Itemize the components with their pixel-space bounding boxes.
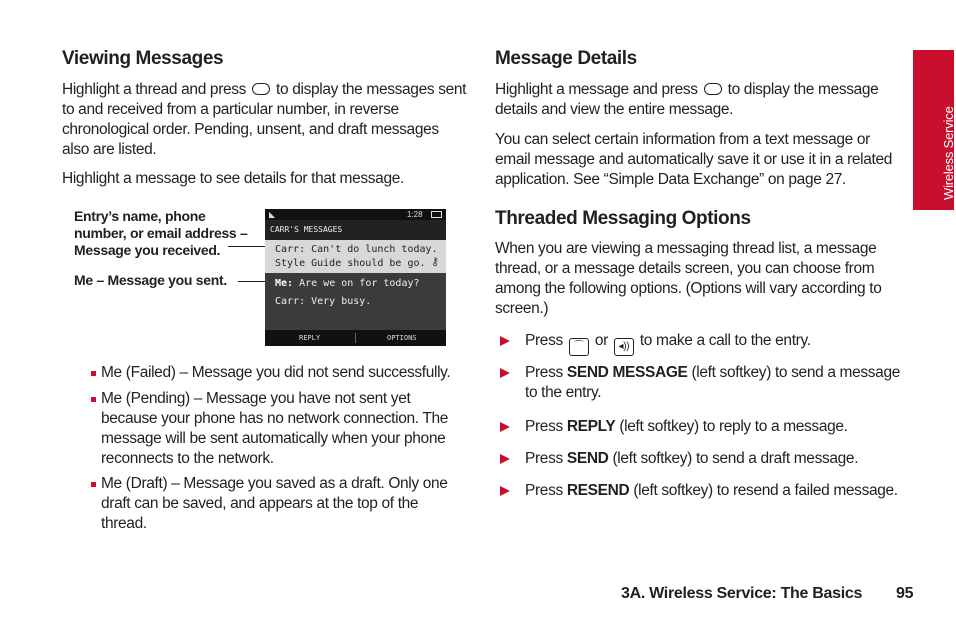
option-call <box>500 331 900 356</box>
phone-line-3-text: Are we on for today? <box>299 278 420 289</box>
battery-icon <box>431 211 442 218</box>
option-reply-post: (left softkey) to reply to a message. <box>619 418 848 435</box>
phone-time: 1:28 <box>407 210 423 219</box>
speaker-key-icon: ◂)) <box>614 338 634 356</box>
option-reply <box>500 417 900 437</box>
arrow-marker <box>500 336 510 346</box>
option-resend <box>500 481 900 501</box>
option-call-mid: or <box>594 332 608 349</box>
arrow-marker <box>500 454 510 464</box>
option-send-message-key: SEND MESSAGE <box>566 364 688 381</box>
option-reply-pre: Press <box>525 418 563 435</box>
option-send-message <box>500 363 900 403</box>
option-call-post: to make a call to the entry. <box>639 332 811 349</box>
viewing-para-2: Highlight a message to see details for that message. <box>62 170 404 187</box>
phone-softkeys <box>265 330 446 346</box>
viewing-para-1-a: Highlight a thread and press <box>62 81 247 98</box>
phone-line-4: Carr: Very busy. <box>275 296 372 307</box>
option-resend-key: RESEND <box>566 482 630 499</box>
option-resend-pre: Press <box>525 482 563 499</box>
side-tab-label: Wireless Service <box>941 106 956 200</box>
callout-received: Entry’s name, phone number, or email address – Message you received. <box>74 208 248 258</box>
bullet-marker <box>91 397 96 402</box>
footer-section: 3A. Wireless Service: The Basics <box>621 585 863 602</box>
phone-softkey-reply: REPLY <box>299 334 321 342</box>
callout-sent: Me – Message you sent. <box>74 272 227 288</box>
viewing-para-1 <box>62 80 467 160</box>
details-para-1 <box>495 80 893 120</box>
phone-line-3 <box>275 278 420 289</box>
details-para-1-b: to display the message details and view the entire message. <box>495 81 879 118</box>
bullet-draft-text: Me (Draft) – Message you saved as a draft. Only one draft can be saved, and appears at the top of the thread. <box>101 475 448 532</box>
phone-header: CARR'S MESSAGES <box>265 220 446 240</box>
ok-key-icon <box>704 83 722 95</box>
bullet-marker <box>91 482 96 487</box>
option-send-message-post: (left softkey) to send a message to the entry. <box>525 364 900 401</box>
option-send-message-pre: Press <box>525 364 563 381</box>
page-number: 95 <box>896 585 914 602</box>
arrow-marker <box>500 368 510 378</box>
bullet-failed <box>91 363 466 383</box>
phone-screen <box>265 209 446 346</box>
section-side-tab <box>913 50 954 210</box>
threaded-para: When you are viewing a messaging thread list, a message thread, or a message details screen, you can choose from among the following options. (Options will vary according to screen.) <box>495 240 882 317</box>
ok-key-icon <box>252 83 270 95</box>
heading-viewing-messages: Viewing Messages <box>62 48 224 69</box>
option-send-key: SEND <box>566 450 609 467</box>
option-call-pre: Press <box>525 332 563 349</box>
talk-key-icon: ⌒ <box>569 338 589 356</box>
option-send-post: (left softkey) to send a draft message. <box>612 450 859 467</box>
details-para-2: You can select certain information from a text message or email message and automatically save it or use it in a related application. See “Simple Data Exchange” on page 27. <box>495 131 893 188</box>
bullet-failed-text: Me (Failed) – Message you did not send successfully. <box>101 364 451 381</box>
arrow-marker <box>500 486 510 496</box>
heading-message-details: Message Details <box>495 48 637 69</box>
phone-softkey-divider <box>355 333 356 343</box>
option-send <box>500 449 900 469</box>
phone-line-1: Carr: Can't do lunch today. <box>275 244 438 255</box>
phone-status-bar <box>265 209 446 220</box>
key-icon: ⚷ <box>431 256 440 268</box>
arrow-marker <box>500 422 510 432</box>
phone-line-2: Style Guide should be go. <box>275 258 426 269</box>
bullet-pending <box>91 389 466 469</box>
bullet-marker <box>91 371 96 376</box>
phone-softkey-options: OPTIONS <box>387 334 417 342</box>
option-send-pre: Press <box>525 450 563 467</box>
details-para-1-a: Highlight a message and press <box>495 81 698 98</box>
option-reply-key: REPLY <box>566 418 616 435</box>
signal-icon: ◣ <box>269 210 276 219</box>
viewing-para-1-b: to display the messages sent to and received from a particular number, in reverse chronological order. Pending, unsent, and draft messages also are listed. <box>62 81 467 158</box>
phone-line-3-me: Me: <box>275 278 294 289</box>
bullet-draft <box>91 474 466 534</box>
option-resend-post: (left softkey) to resend a failed message. <box>633 482 898 499</box>
bullet-pending-text: Me (Pending) – Message you have not sent yet because your phone has no network connection. The message will be sent automatically when your phone reconnects to the network. <box>101 390 449 467</box>
heading-threaded-options: Threaded Messaging Options <box>495 208 751 229</box>
